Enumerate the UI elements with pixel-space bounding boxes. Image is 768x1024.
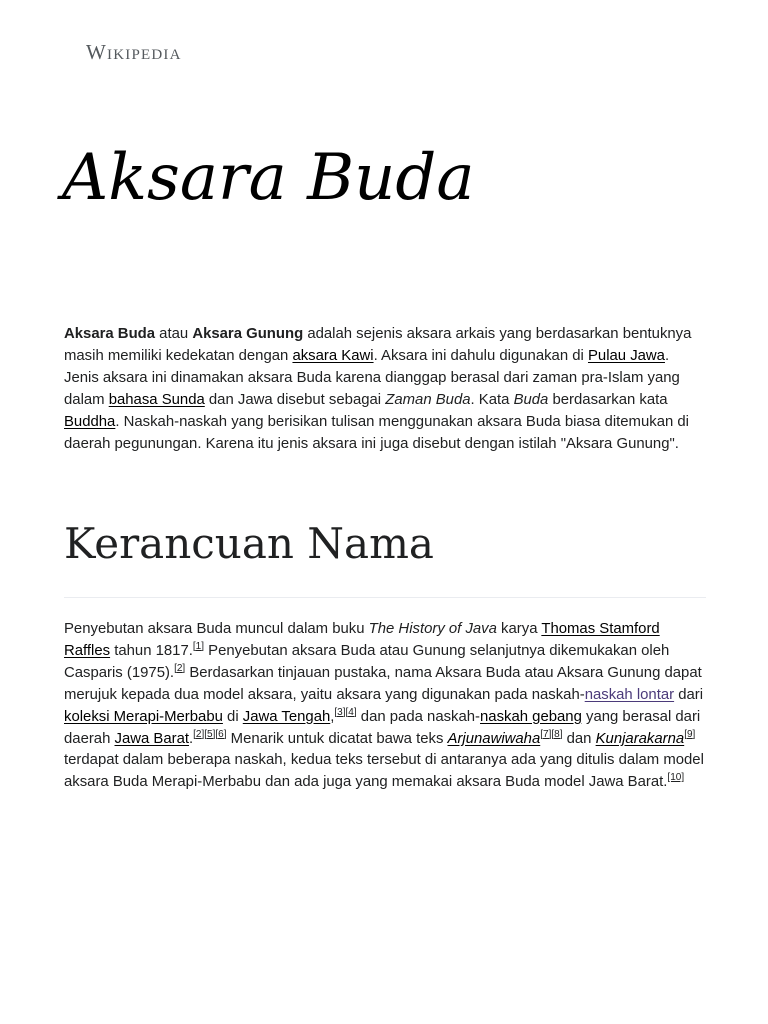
- section-text: terdapat dalam beberapa naskah, kedua teks tersebut di antaranya ada yang ditulis dalam model aksara Buda Merapi-Merbabu dan ada juga yang memakai aksara Buda model Jawa Barat.: [64, 752, 704, 791]
- reference-9[interactable]: [9]: [684, 728, 696, 740]
- intro-text: dan Jawa disebut sebagai: [204, 391, 386, 408]
- section-text: .: [189, 730, 194, 747]
- link-thomas-stamford-raffles[interactable]: Thomas Stamford Raffles: [64, 621, 660, 659]
- section-divider: [64, 597, 706, 598]
- section-text: Penyebutan aksara Buda muncul dalam buku: [64, 621, 369, 637]
- italic-buda: Buda: [513, 391, 549, 408]
- link-naskah-lontar[interactable]: naskah lontar: [584, 686, 675, 703]
- italic-zaman-buda: Zaman Buda: [385, 391, 471, 408]
- reference-7[interactable]: [7]: [540, 728, 552, 740]
- section-text: dan pada naskah-: [356, 708, 481, 725]
- reference-1[interactable]: [1]: [192, 640, 205, 652]
- intro-text: atau: [155, 326, 193, 342]
- intro-text: berdasarkan kata: [548, 391, 668, 408]
- section-text: Berdasarkan tinjauan pustaka, nama Aksara Buda atau Aksara Gunung dapat merujuk kepada dua model aksara, yaitu aksara yang digunakan pada naskah-: [64, 664, 702, 703]
- kerancuan-section: [64, 619, 706, 794]
- reference-10[interactable]: [10]: [667, 772, 685, 784]
- kerancuan-paragraph: [64, 619, 706, 794]
- link-jawa-tengah[interactable]: Jawa Tengah: [242, 708, 331, 725]
- reference-5[interactable]: [5]: [204, 728, 216, 740]
- reference-2[interactable]: [2]: [174, 662, 186, 674]
- section-text: dan: [562, 730, 596, 747]
- section-text: ,: [330, 708, 335, 725]
- intro-text: . Kata: [470, 391, 514, 408]
- reference-8[interactable]: [8]: [551, 728, 563, 740]
- link-koleksi-merapi-merbabu[interactable]: koleksi Merapi-Merbabu: [64, 708, 223, 725]
- section-text: tahun 1817.: [110, 642, 193, 659]
- reference-2[interactable]: [2]: [193, 728, 205, 740]
- section-heading-kerancuan-nama: Kerancuan Nama: [64, 519, 434, 568]
- section-text: di: [222, 708, 243, 725]
- intro-text: . Jenis aksara ini dinamakan aksara Buda karena dianggap berasal dari zaman pra-Islam yang dalam: [64, 347, 680, 408]
- link-pulau-jawa[interactable]: Pulau Jawa: [587, 347, 665, 364]
- link-kunjarakarna[interactable]: Kunjarakarna: [595, 730, 685, 747]
- intro-paragraph: [64, 324, 706, 455]
- bold-term-aksara-gunung: Aksara Gunung: [192, 326, 304, 342]
- wikipedia-wordmark[interactable]: Wikipedia: [86, 40, 182, 64]
- bold-term-aksara-buda: Aksara Buda: [64, 326, 156, 342]
- section-text: Penyebutan aksara Buda atau Gunung selanjutnya dikemukakan oleh Casparis (1975).: [64, 642, 670, 681]
- reference-6[interactable]: [6]: [215, 728, 227, 740]
- link-aksara-kawi[interactable]: aksara Kawi: [292, 347, 374, 364]
- intro-text: adalah sejenis aksara arkais yang berdasarkan bentuknya masih memiliki kedekatan dengan: [64, 326, 692, 364]
- page-title: Aksara Buda: [62, 141, 475, 215]
- intro-text: . Naskah-naskah yang berisikan tulisan menggunakan aksara Buda biasa ditemukan di daerah pegunungan. Karena itu jenis aksara ini juga disebut dengan istilah "Aksara Gunung".: [64, 413, 689, 452]
- reference-3[interactable]: [3]: [334, 706, 346, 718]
- section-text: karya: [496, 621, 542, 637]
- intro-text: . Aksara ini dahulu digunakan di: [373, 347, 588, 364]
- link-bahasa-sunda[interactable]: bahasa Sunda: [108, 391, 205, 408]
- section-text: Menarik untuk dicatat bawa teks: [226, 730, 448, 747]
- section-text: dari: [674, 686, 704, 703]
- link-naskah-gebang[interactable]: naskah gebang: [480, 708, 582, 725]
- link-jawa-barat[interactable]: Jawa Barat: [114, 730, 190, 747]
- section-text: yang berasal dari daerah: [64, 708, 701, 747]
- italic-book-title: The History of Java: [368, 621, 497, 637]
- intro-section: [64, 324, 706, 455]
- link-buddha[interactable]: Buddha: [64, 413, 116, 430]
- link-arjunawiwaha[interactable]: Arjunawiwaha: [447, 730, 541, 747]
- reference-4[interactable]: [4]: [345, 706, 357, 718]
